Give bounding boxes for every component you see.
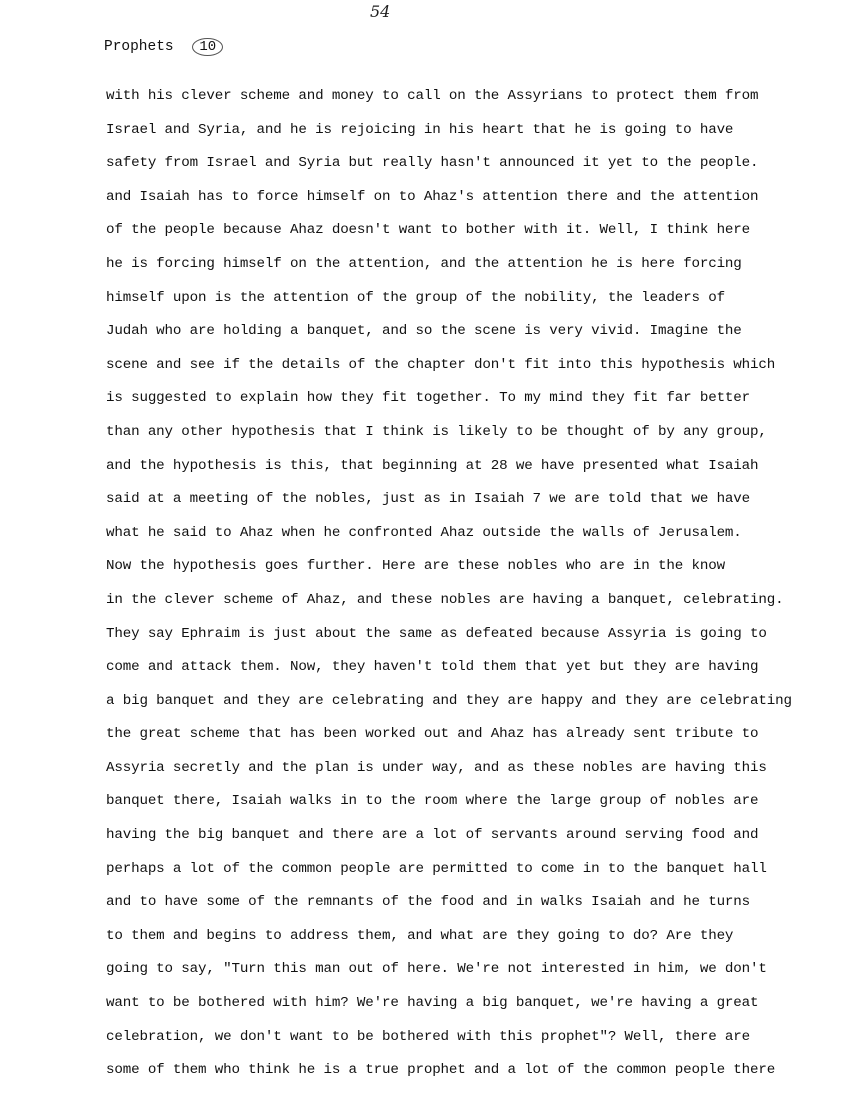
page-header [104,38,223,56]
text-line: and the hypothesis is this, that beginning at 28 we have presented what Isaiah [106,457,759,474]
text-line: Assyria secretly and the plan is under way, and as these nobles are having this [106,759,767,776]
text-line: Israel and Syria, and he is rejoicing in his heart that he is going to have [106,121,734,138]
text-line: scene and see if the details of the chapter don't fit into this hypothesis which [106,356,776,373]
text-line: is suggested to explain how they fit together. To my mind they fit far better [106,390,751,407]
text-line: and Isaiah has to force himself on to Ahaz's attention there and the attention [106,188,759,205]
text-line: himself upon is the attention of the group of the nobility, the leaders of [106,289,725,306]
text-line: They say Ephraim is just about the same as defeated because Assyria is going to [106,625,767,642]
text-line: of the people because Ahaz doesn't want to bother with it. Well, I think here [106,222,751,239]
text-line: said at a meeting of the nobles, just as in Isaiah 7 we are told that we have [106,491,751,508]
text-line: than any other hypothesis that I think is likely to be thought of by any group, [106,423,767,440]
text-line: banquet there, Isaiah walks in to the room where the large group of nobles are [106,793,759,810]
text-line: and to have some of the remnants of the food and in walks Isaiah and he turns [106,894,751,911]
page-number: 54 [370,2,391,21]
text-line: going to say, "Turn this man out of here. We're not interested in him, we don't [106,961,767,978]
text-line: Now the hypothesis goes further. Here are these nobles who are in the know [106,558,725,575]
text-line: he is forcing himself on the attention, and the attention he is here forcing [106,255,742,272]
text-line: a big banquet and they are celebrating and they are happy and they are celebrating [106,692,792,709]
text-line: with his clever scheme and money to call on the Assyrians to protect them from [106,88,759,104]
text-line: having the big banquet and there are a lot of servants around serving food and [106,827,759,844]
text-line: Judah who are holding a banquet, and so the scene is very vivid. Imagine the [106,323,742,340]
header-title: Prophets [104,39,174,55]
text-line: what he said to Ahaz when he confronted Ahaz outside the walls of Jerusalem. [106,524,742,541]
text-line: safety from Israel and Syria but really hasn't announced it yet to the people. [106,155,759,172]
text-line: come and attack them. Now, they haven't told them that yet but they are having [106,659,759,676]
text-line: celebration, we don't want to be bothered with this prophet"? Well, there are [106,1028,751,1045]
text-line: perhaps a lot of the common people are permitted to come in to the banquet hall [106,860,767,877]
section-number-circled: 10 [192,38,223,56]
text-line: in the clever scheme of Ahaz, and these nobles are having a banquet, celebrating. [106,591,784,608]
text-line: the great scheme that has been worked out and Ahaz has already sent tribute to [106,726,759,743]
text-line: some of them who think he is a true prophet and a lot of the common people there [106,1062,776,1079]
text-line: to them and begins to address them, and what are they going to do? Are they [106,927,734,944]
text-line: want to be bothered with him? We're having a big banquet, we're having a great [106,995,759,1012]
body-text [106,86,806,1094]
